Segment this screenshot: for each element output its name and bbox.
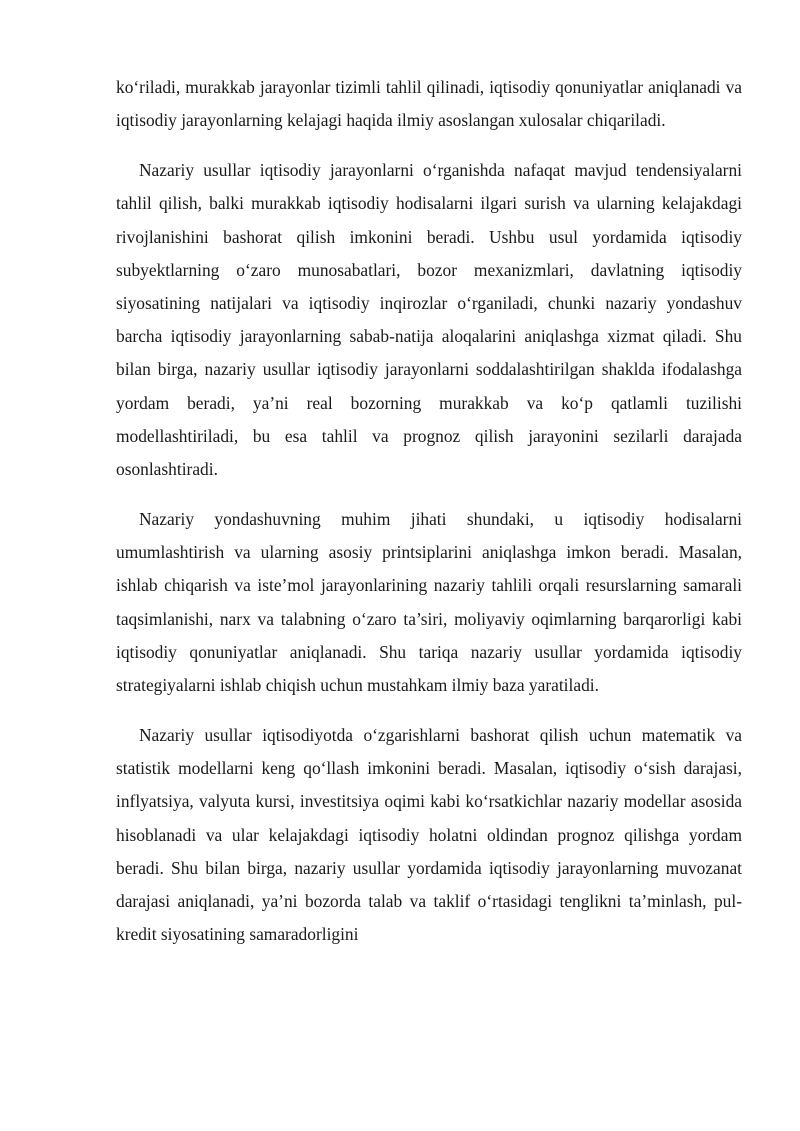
paragraph-continuation: ko‘riladi, murakkab jarayonlar tizimli tahlil qilinadi, iqtisodiy qonuniyatlar aniqlanadi va iqtisodiy jarayonlarning kelajagi haqida ilmiy asoslangan xulosalar chiqariladi.	[116, 77, 742, 131]
paragraph-forecasting-models: Nazariy usullar iqtisodiyotda o‘zgarishlarni bashorat qilish uchun matematik va statistik modellarni keng qo‘llash imkonini beradi. Masalan, iqtisodiy o‘sish darajasi, inflyatsiya, valyuta kursi, investitsiya oqimi kabi ko‘rsatkichlar nazariy modellar asosida hisoblanadi va ular kelajakdagi iqtisodiy holatni oldindan prognoz qilishga yordam beradi. Shu bilan birga, nazariy usullar yordamida iqtisodiy jarayonlarning muvozanat darajasi aniqlanadi, ya’ni bozorda talab va taklif o‘rtasidagi tenglikni ta’minlash, pul-kredit siyosatining samaradorligini	[116, 725, 742, 945]
paragraph-theoretical-approach: Nazariy yondashuvning muhim jihati shundaki, u iqtisodiy hodisalarni umumlashtirish va ularning asosiy printsiplarini aniqlashga imkon beradi. Masalan, ishlab chiqarish va iste’mol jarayonlarining nazariy tahlili orqali resurslarning samarali taqsimlanishi, narx va talabning o‘zaro ta’siri, moliyaviy oqimlarning barqarorligi kabi iqtisodiy qonuniyatlar aniqlanadi. Shu tariqa nazariy usullar yordamida iqtisodiy strategiyalarni ishlab chiqish uchun mustahkam ilmiy baza yaratiladi.	[116, 509, 742, 696]
paragraph-theoretical-methods: Nazariy usullar iqtisodiy jarayonlarni o‘rganishda nafaqat mavjud tendensiyalarni tahlil qilish, balki murakkab iqtisodiy hodisalarni ilgari surish va ularning kelajakdagi rivojlanishini bashorat qilish imkonini beradi. Ushbu usul yordamida iqtisodiy subyektlarning o‘zaro munosabatlari, bozor mexanizmlari, davlatning iqtisodiy siyosatining natijalari va iqtisodiy inqirozlar o‘rganiladi, chunki nazariy yondashuv barcha iqtisodiy jarayonlarning sabab-natija aloqalarini aniqlashga xizmat qiladi. Shu bilan birga, nazariy usullar iqtisodiy jarayonlarni soddalashtirilgan shaklda ifodalashga yordam beradi, ya’ni real bozorning murakkab va ko‘p qatlamli tuzilishi modellashtiriladi, bu esa tahlil va prognoz qilish jarayonini sezilarli darajada osonlashtiradi.	[116, 160, 742, 480]
document-body	[116, 71, 742, 968]
